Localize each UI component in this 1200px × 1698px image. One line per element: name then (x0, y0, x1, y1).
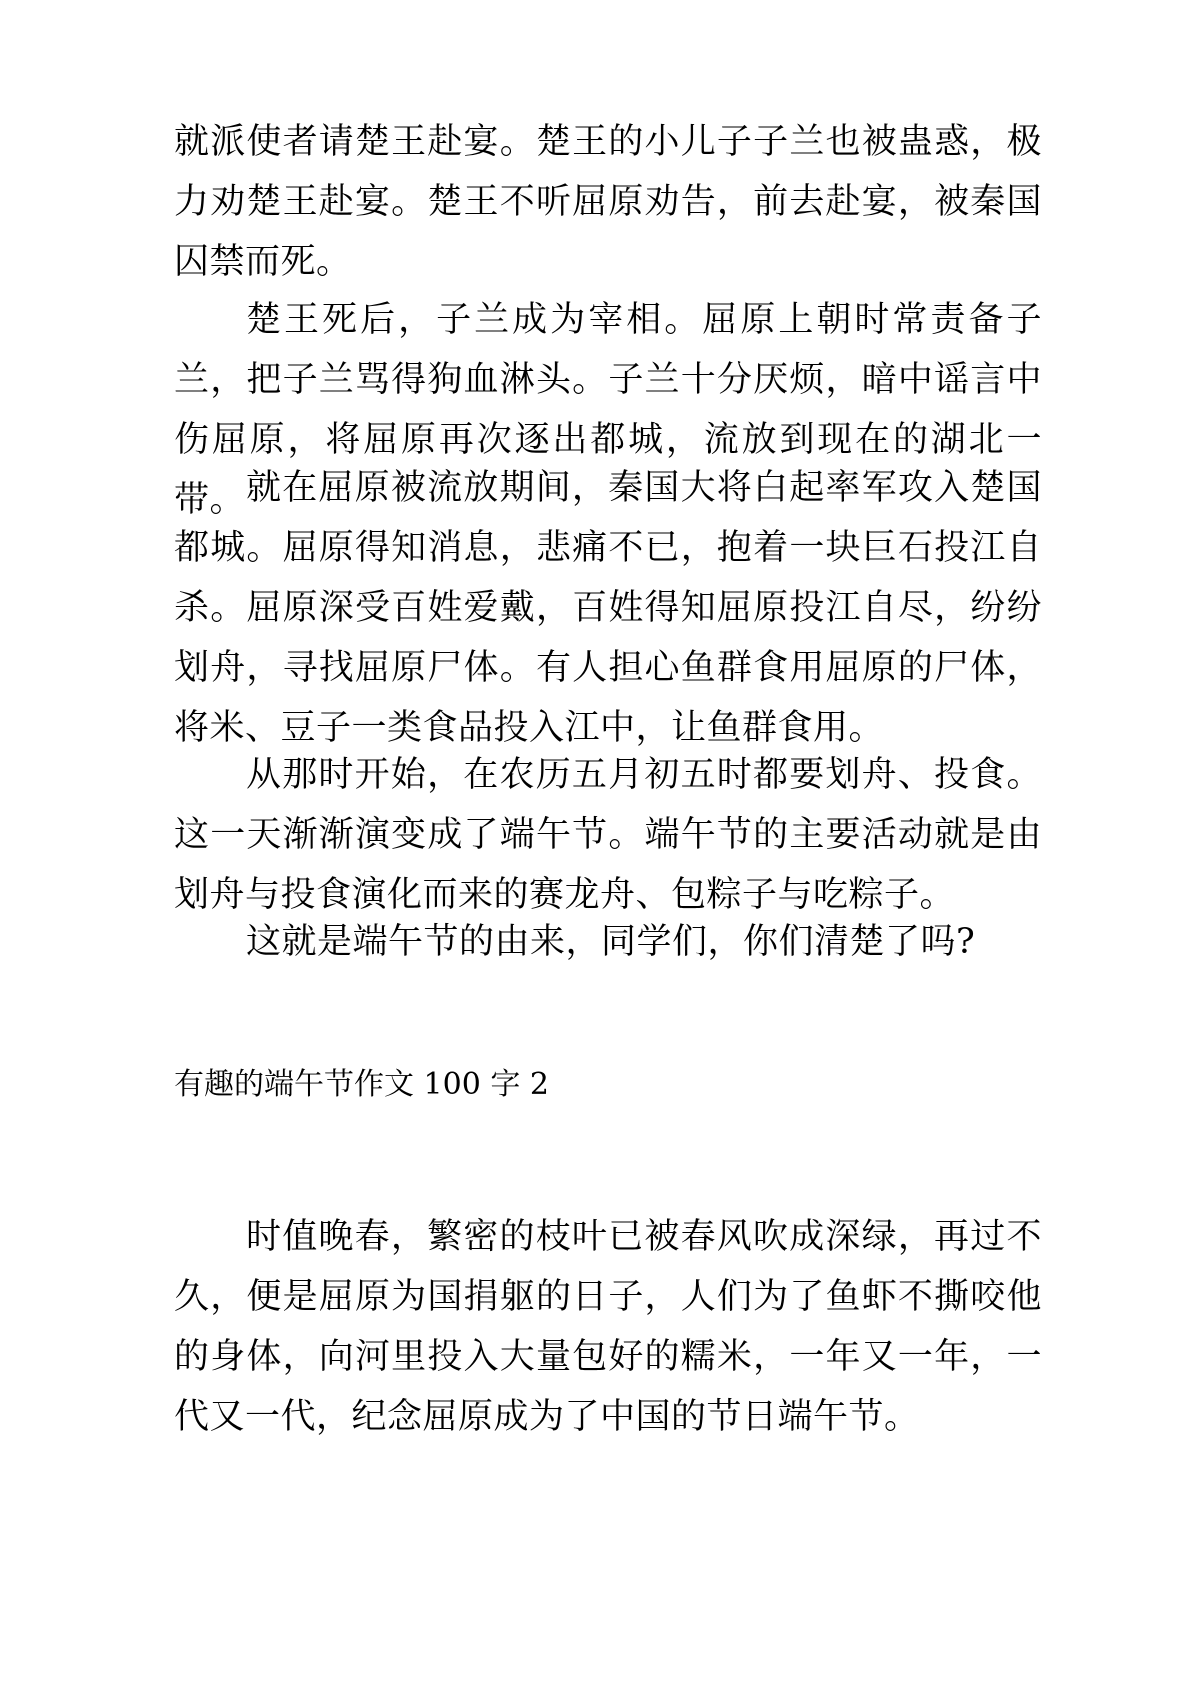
paragraph-zilan-prime-minister: 楚王死后，子兰成为宰相。屈原上朝时常责备子兰，把子兰骂得狗血淋头。子兰十分厌烦，暗中谣言中伤屈原，将屈原再次逐出都城，流放到现在的湖北一带。 (174, 300, 1042, 520)
paragraph-closing-question: 这就是端午节的由来，同学们，你们清楚了吗? (246, 922, 976, 962)
paragraph-chu-king-banquet: 就派使者请楚王赴宴。楚王的小儿子子兰也被蛊惑，极力劝楚王赴宴。楚王不听屈原劝告，前去赴宴，被秦国囚禁而死。 (174, 122, 1042, 282)
paragraph-late-spring: 时值晚春，繁密的枝叶已被春风吹成深绿，再过不久，便是屈原为国捐躯的日子，人们为了鱼虾不撕咬他的身体，向河里投入大量包好的糯米，一年又一年，一代又一代，纪念屈原成为了中国的节日端午节。 (174, 1217, 1042, 1437)
section-heading: 有趣的端午节作文 100 字 2 (174, 1067, 549, 1102)
paragraph-qu-yuan-exile: 就在屈原被流放期间，秦国大将白起率军攻入楚国都城。屈原得知消息，悲痛不已，抱着一块巨石投江自杀。屈原深受百姓爱戴，百姓得知屈原投江自尽，纷纷划舟，寻找屈原尸体。有人担心鱼群食用屈原的尸体，将米、豆子一类食品投入江中，让鱼群食用。 (174, 468, 1042, 748)
paragraph-origin-of-festival: 从那时开始，在农历五月初五时都要划舟、投食。这一天渐渐演变成了端午节。端午节的主要活动就是由划舟与投食演化而来的赛龙舟、包粽子与吃粽子。 (174, 755, 1042, 915)
